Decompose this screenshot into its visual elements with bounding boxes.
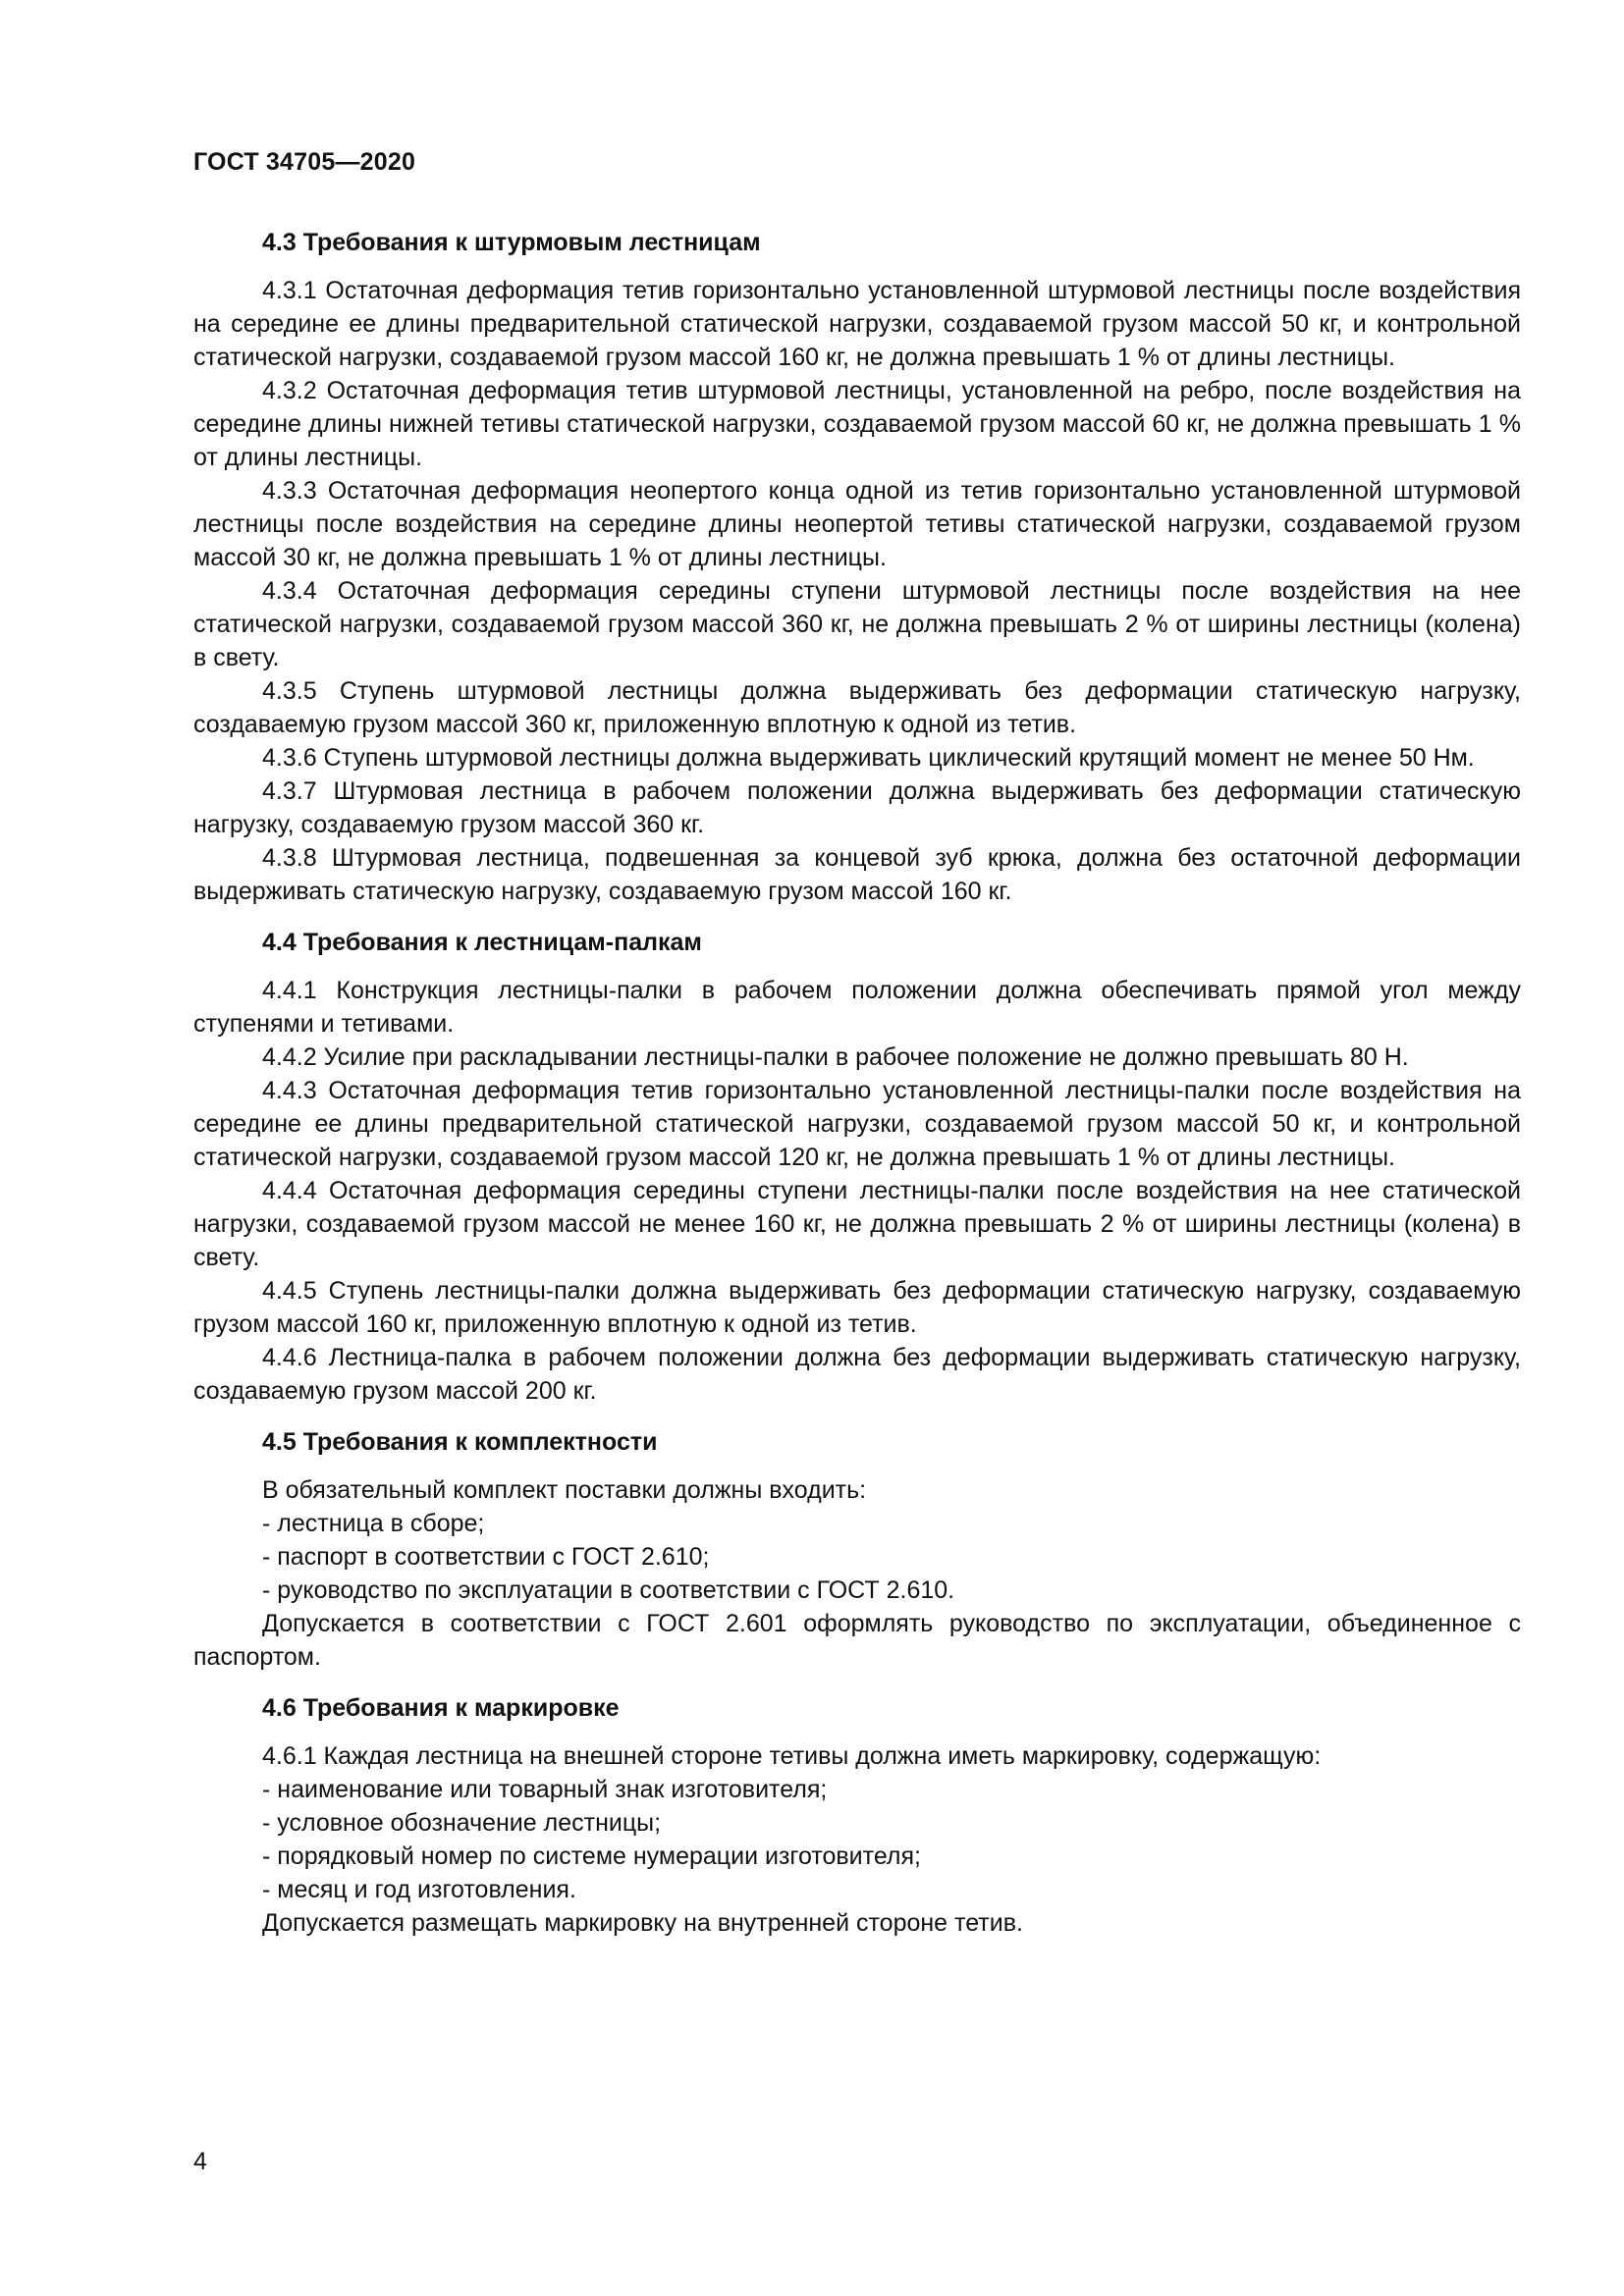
spacer — [193, 908, 1521, 926]
paragraph-4-4-3: 4.4.3 Остаточная деформация тетив горизонтально установленной лестницы-палки после воздействия на середине ее длины предварительной статической нагрузки, создаваемой грузом массой 50 кг, и контрольной статической нагрузки, создаваемой грузом массой 120 кг, не должна превышать 1 % от длины лестницы. — [193, 1077, 1521, 1171]
spacer — [193, 1725, 1521, 1739]
list-item: - месяц и год изготовления. — [262, 1876, 576, 1903]
spacer — [193, 1674, 1521, 1691]
paragraph-4-4-1: 4.4.1 Конструкция лестницы-палки в рабочем положении должна обеспечивать прямой угол между ступенями и тетивами. — [193, 977, 1521, 1038]
document-body — [193, 226, 1521, 1940]
paragraph-4-4-6: 4.4.6 Лестница-палка в рабочем положении должна без деформации выдерживать статическую нагрузку, создаваемую грузом массой 200 кг. — [193, 1344, 1521, 1405]
paragraph-4-3-1: 4.3.1 Остаточная деформация тетив горизонтально установленной штурмовой лестницы после воздействия на середине ее длины предварительной статической нагрузки, создаваемой грузом массой 50 кг, и контрольной статической нагрузки, создаваемой грузом массой 160 кг, не должна превышать 1 % от длины лестницы. — [193, 277, 1521, 371]
paragraph-4-3-5: 4.3.5 Ступень штурмовой лестницы должна выдерживать без деформации статическую нагрузку, создаваемую грузом массой 360 кг, приложенную вплотную к одной из тетив. — [193, 677, 1521, 738]
paragraph-4-4-4: 4.4.4 Остаточная деформация середины ступени лестницы-палки после воздействия на нее статической нагрузки, создаваемой грузом массой не менее 160 кг, не должна превышать 2 % от ширины лестницы (колена) в свету. — [193, 1177, 1521, 1271]
paragraph-4-3-8: 4.3.8 Штурмовая лестница, подвешенная за концевой зуб крюка, должна без остаточной деформации выдерживать статическую нагрузку, создаваемую грузом массой 160 кг. — [193, 844, 1521, 905]
list-item: - руководство по эксплуатации в соответствии с ГОСТ 2.610. — [262, 1576, 955, 1604]
section-heading-4-5: 4.5 Требования к комплектности — [262, 1428, 658, 1456]
page-number: 4 — [193, 2148, 207, 2175]
section-heading-4-6: 4.6 Требования к маркировке — [262, 1694, 620, 1722]
marking-note: Допускается размещать маркировку на внутренней стороне тетив. — [262, 1909, 1023, 1937]
spacer — [193, 259, 1521, 274]
paragraph-4-3-7: 4.3.7 Штурмовая лестница в рабочем положении должна выдерживать без деформации статическую нагрузку, создаваемую грузом массой 360 кг. — [193, 777, 1521, 838]
spacer — [193, 1408, 1521, 1425]
list-item: - паспорт в соответствии с ГОСТ 2.610; — [262, 1543, 710, 1571]
list-item: - порядковый номер по системе нумерации изготовителя; — [262, 1842, 921, 1870]
paragraph-4-3-3: 4.3.3 Остаточная деформация неопертого конца одной из тетив горизонтально установленной штурмовой лестницы после воздействия на середине длины неопертой тетивы статической нагрузки, создаваемой грузом массой 30 кг, не должна превышать 1 % от длины лестницы. — [193, 477, 1521, 571]
spacer — [193, 1459, 1521, 1473]
section-heading-4-4: 4.4 Требования к лестницам-палкам — [262, 929, 702, 956]
section-heading-4-3: 4.3 Требования к штурмовым лестницам — [262, 229, 761, 256]
completeness-intro: В обязательный комплект поставки должны входить: — [262, 1476, 867, 1504]
list-item: - условное обозначение лестницы; — [262, 1809, 662, 1837]
standard-designation: ГОСТ 34705—2020 — [193, 148, 416, 176]
paragraph-4-6-1: 4.6.1 Каждая лестница на внешней стороне тетивы должна иметь маркировку, содержащую: — [262, 1742, 1322, 1770]
paragraph-4-3-6: 4.3.6 Ступень штурмовой лестницы должна выдерживать циклический крутящий момент не менее 50 Нм. — [262, 744, 1475, 772]
paragraph-4-3-4: 4.3.4 Остаточная деформация середины ступени штурмовой лестницы после воздействия на нее статической нагрузки, создаваемой грузом массой 360 кг, не должна превышать 2 % от ширины лестницы (колена) в свету. — [193, 577, 1521, 671]
list-item: - лестница в сборе; — [262, 1510, 485, 1537]
paragraph-4-3-2: 4.3.2 Остаточная деформация тетив штурмовой лестницы, установленной на ребро, после воздействия на середине длины нижней тетивы статической нагрузки, создаваемой грузом массой 60 кг, не должна превышать 1 % от длины лестницы. — [193, 377, 1521, 471]
list-item: - наименование или товарный знак изготовителя; — [262, 1776, 828, 1803]
paragraph-4-4-2: 4.4.2 Усилие при раскладывании лестницы-палки в рабочее положение не должно превышать 80 Н. — [262, 1043, 1409, 1071]
paragraph-4-4-5: 4.4.5 Ступень лестницы-палки должна выдерживать без деформации статическую нагрузку, создаваемую грузом массой 160 кг, приложенную вплотную к одной из тетив. — [193, 1277, 1521, 1338]
spacer — [193, 959, 1521, 974]
completeness-note: Допускается в соответствии с ГОСТ 2.601 оформлять руководство по эксплуатации, объединенное с паспортом. — [193, 1610, 1521, 1671]
